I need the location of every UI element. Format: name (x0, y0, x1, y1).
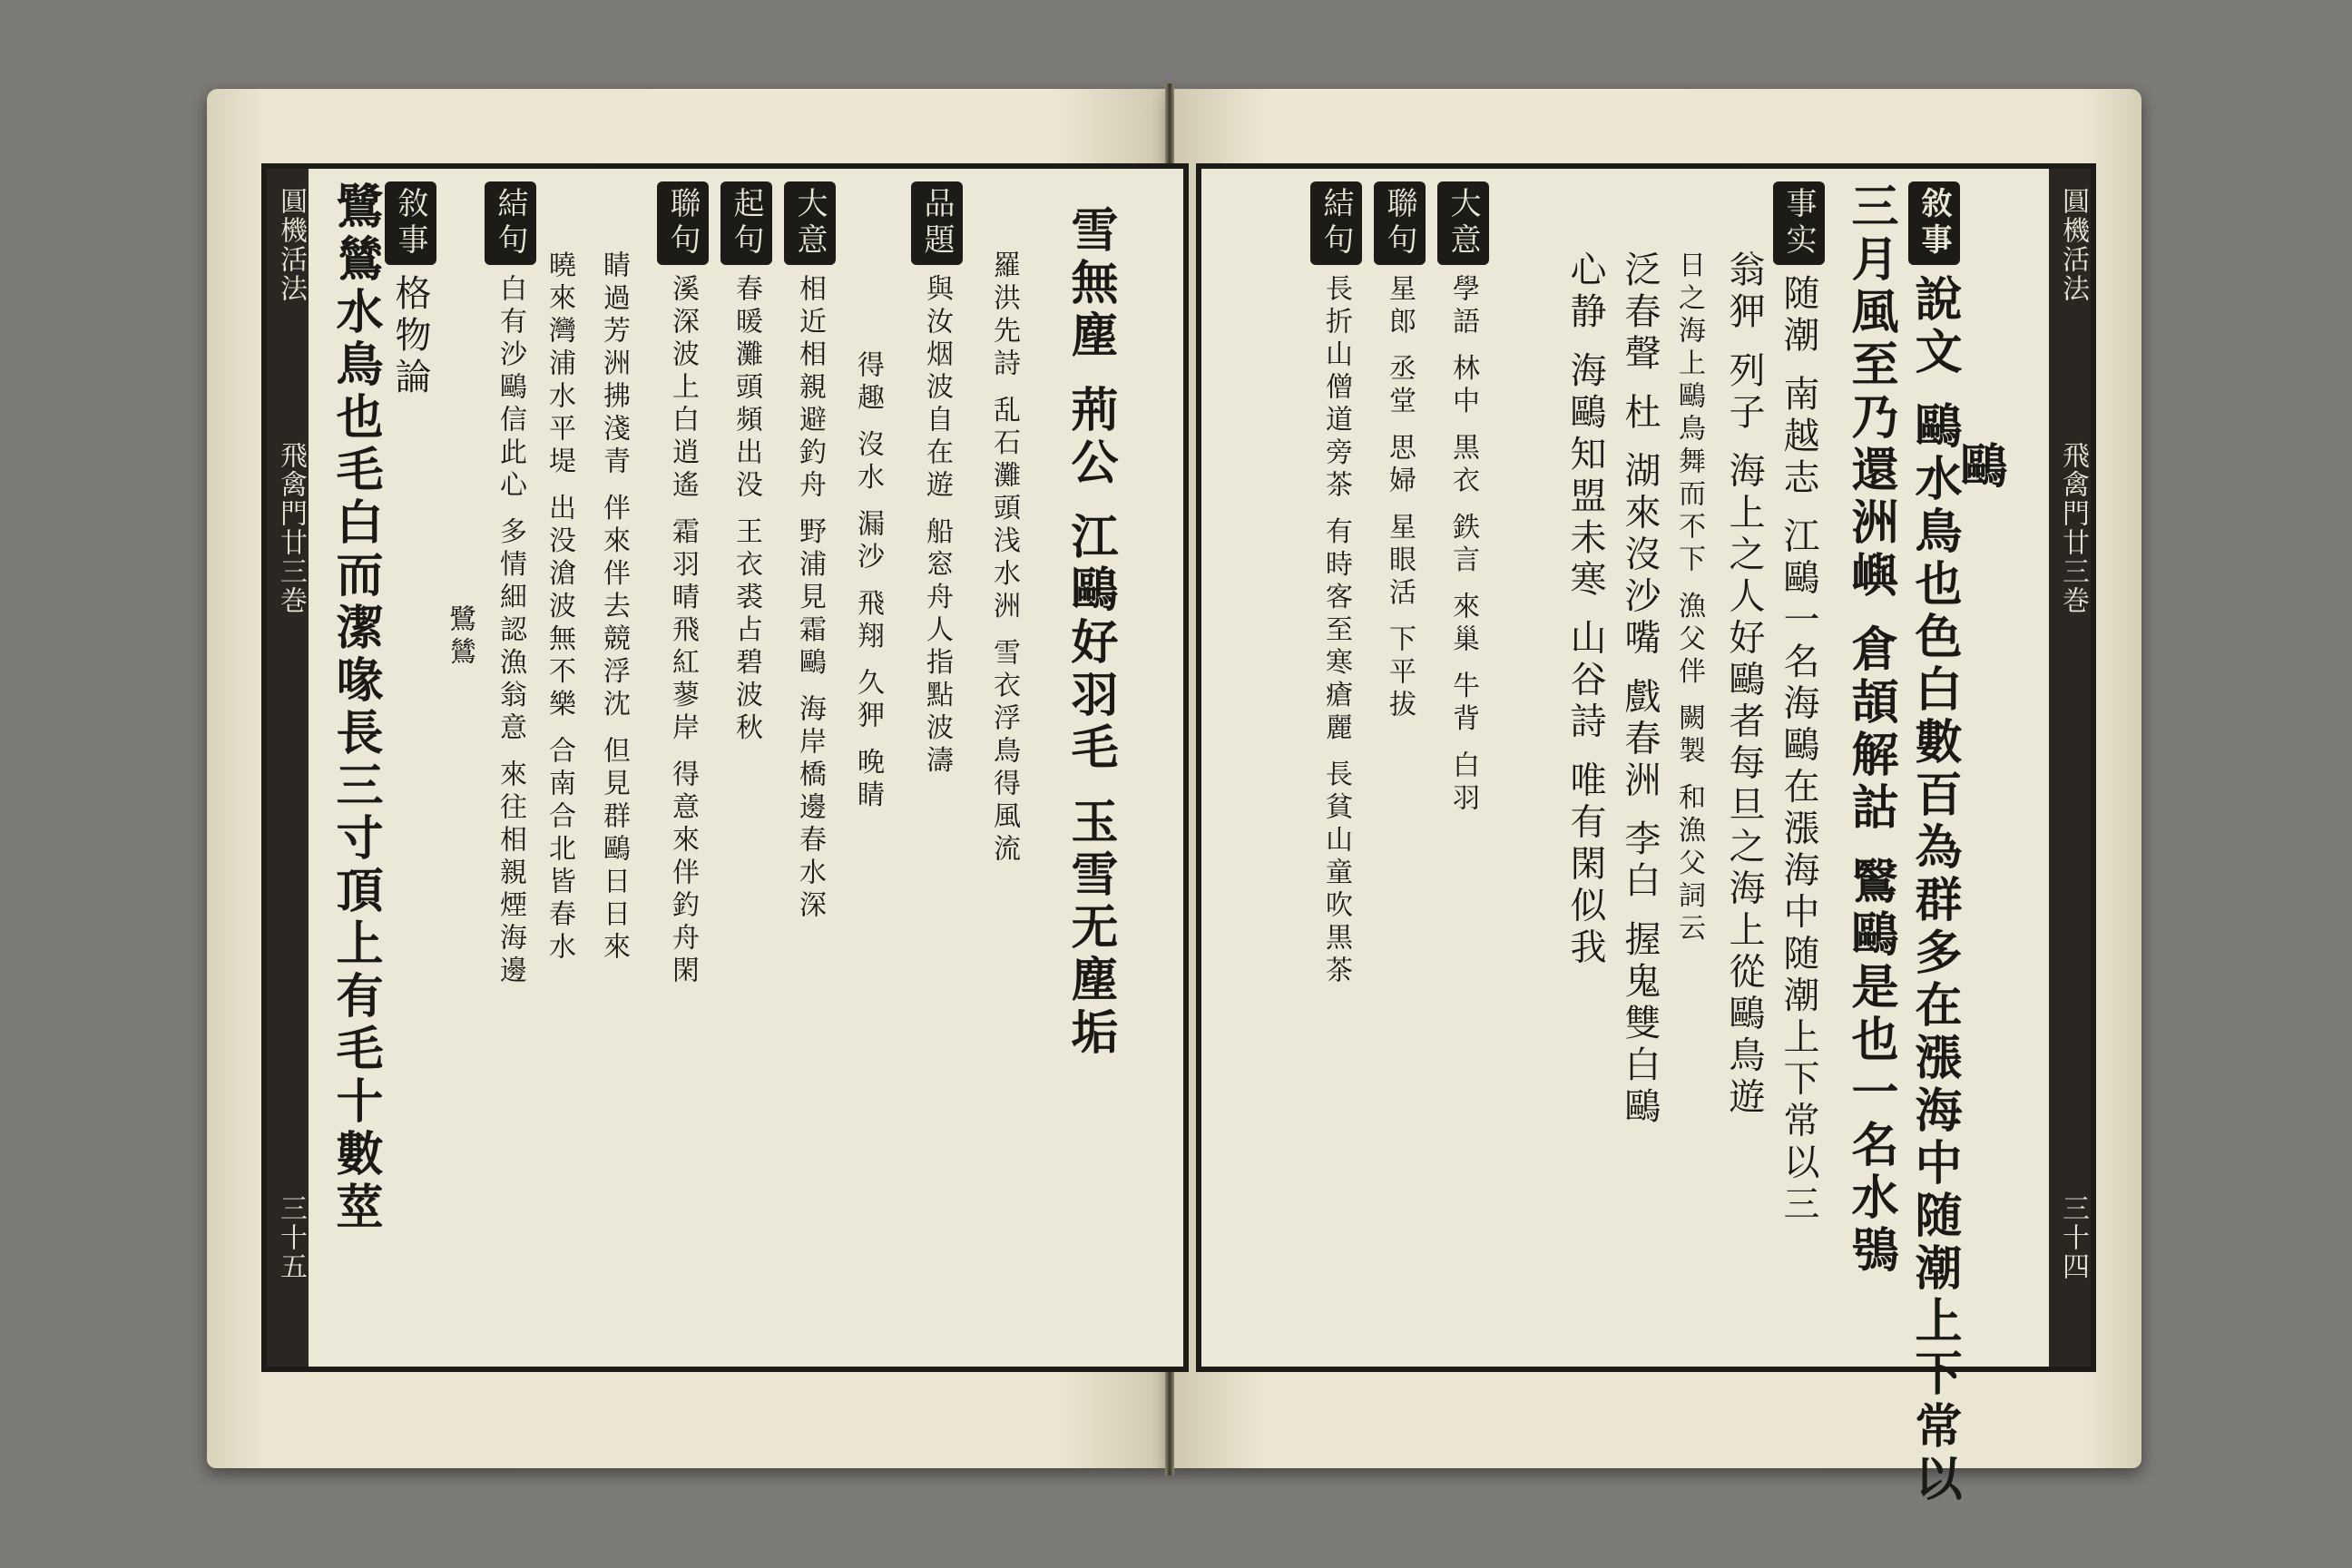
text-column: 敘事格物論 (385, 181, 436, 399)
text-column: 得趣 沒水 漏沙 飛翔 久狎 晚睛 (852, 350, 884, 813)
text-column: 翁狎 列子 海上之人好鷗者每旦之海上從鷗鳥遊 (1723, 250, 1765, 1120)
right-margin-column (2049, 169, 2091, 1367)
left-text-frame (261, 163, 1189, 1372)
text-column: 敘事說文 鷗水鳥也色白數百為群多在漲海中随潮上下常以 (1900, 181, 1968, 1506)
section-badge: 聯句 (1374, 181, 1426, 265)
section-badge: 敘事 (1908, 181, 1960, 265)
right-margin-chapter: 飛禽門廿三巻 (2057, 441, 2089, 615)
text-column: 大意相近相親避釣舟 野浦見霜鷗 海岸橋邊春水深 (784, 181, 836, 923)
text-column: 結句長折山僧道旁茶 有時客至寒瘡麗 長貧山童吹黒茶 (1310, 181, 1362, 988)
section-badge: 事实 (1773, 181, 1825, 265)
section-badge: 大意 (1437, 181, 1489, 265)
text-column: 心静 海鷗知盟未寒 山谷詩 唯有閑似我 (1564, 250, 1606, 970)
text-column: 鷺鷥 (444, 604, 475, 670)
open-book (207, 89, 2141, 1507)
text-column: 事实随潮 南越志 江鷗一名海鷗在漲海中随潮上下常以三 (1773, 181, 1825, 1226)
section-badge: 起句 (720, 181, 772, 265)
text-column: 起句春暖灘頭頻出没 王衣裘占碧波秋 (720, 181, 772, 746)
text-column: 聯句星郎 丞堂 思婦 星眼活 下平拔 (1374, 181, 1426, 722)
left-margin-title: 圓機活法 (275, 187, 307, 303)
text-column: 大意學語 林中 黒衣 鉄言 來巢 牛背 白羽 (1437, 181, 1489, 816)
right-page-number: 三十四 (2057, 1194, 2089, 1281)
left-margin-column (267, 169, 309, 1367)
text-column: 聯句溪深波上白逍遙 霜羽晴飛紅蓼岸 得意來伴釣舟閑 (657, 181, 709, 988)
section-badge: 結句 (485, 181, 536, 265)
text-column: 雪無塵 荊公 江鷗好羽毛 玉雪无塵垢 (1063, 205, 1118, 1061)
text-column: 鷗 (1952, 441, 2007, 494)
left-margin-chapter: 飛禽門廿三巻 (275, 441, 307, 615)
text-column: 睛過芳洲拂淺青 伴來伴去競浮沈 但見群鷗日日來 (598, 250, 630, 965)
text-column: 羅洪先詩 乱石灘頭浅水洲 雪衣浮鳥得風流 (988, 250, 1020, 867)
right-text-frame (1196, 163, 2096, 1507)
right-margin-title: 圓機活法 (2057, 187, 2089, 303)
text-column: 曉來灣浦水平堤 出没滄波無不樂 合南合北皆春水 (544, 250, 575, 965)
left-page-number: 三十五 (275, 1194, 307, 1281)
text-column: 三月風至乃還洲嶼 倉頡解詁 鷖鷗是也一名水鴞 (1843, 181, 1898, 1279)
section-badge: 敘事 (385, 181, 436, 265)
section-badge: 大意 (784, 181, 836, 265)
section-badge: 品題 (911, 181, 963, 265)
text-column: 結句白有沙鷗信此心 多情細認漁翁意 來往相親煙海邊 (485, 181, 536, 988)
text-column: 日之海上鷗鳥舞而不下 漁父伴 闕製 和漁父詞云 (1673, 250, 1705, 946)
section-badge: 聯句 (657, 181, 709, 265)
text-column: 品題與汝烟波自在遊 船窓舟人指點波濤 (911, 181, 963, 779)
section-badge: 結句 (1310, 181, 1362, 265)
text-column: 泛春聲 杜 湖來沒沙嘴 戲春洲 李白 握鬼雙白鷗 (1619, 250, 1661, 1129)
text-column: 鷺鷥水鳥也毛白而潔喙長三寸頂上有毛十數莖 (328, 181, 383, 1234)
